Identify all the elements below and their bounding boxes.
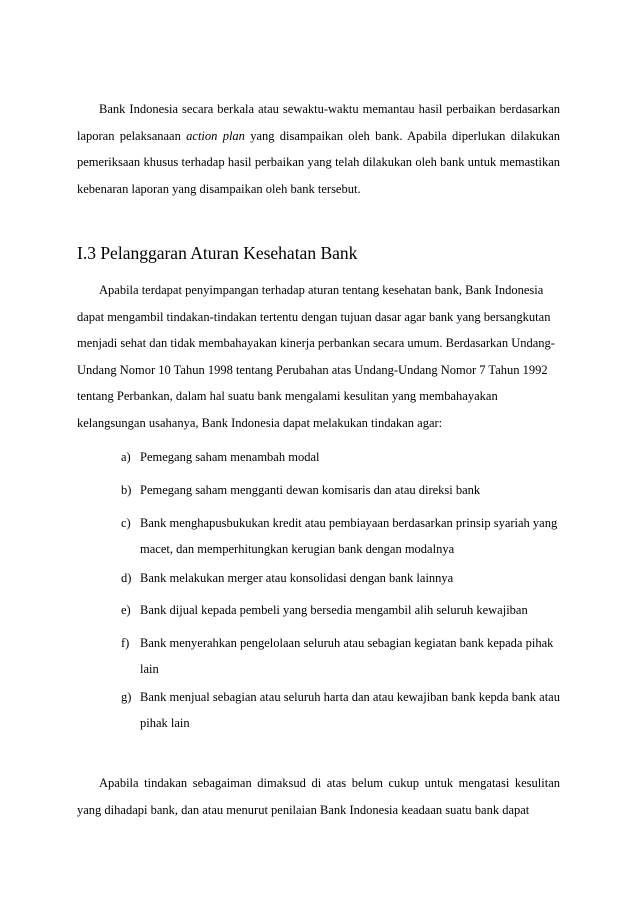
list-item-marker: d) [121, 571, 132, 585]
paragraph-further-action: Apabila tindakan sebagaiman dimaksud di atas belum cukup untuk mengatasi kesulitan yang dihadapi bank, dan atau menurut penilaian Bank Indonesia keadaan suatu bank dapat [77, 776, 560, 817]
list-item [121, 510, 561, 562]
list-item-marker: f) [121, 636, 130, 650]
list-item-text: Bank dijual kepada pembeli yang bersedia mengambil alih seluruh kewajiban [140, 603, 528, 617]
list-item-text: Bank menyerahkan pengelolaan seluruh atau sebagian kegiatan bank kepada pihak lain [140, 636, 554, 676]
paragraph-monitoring [77, 96, 560, 202]
paragraph-violation: Apabila terdapat penyimpangan terhadap aturan tentang kesehatan bank, Bank Indonesia dapat mengambil tindakan-tindakan tertentu dengan tujuan dasar agar bank yang bersangkutan menjadi sehat dan tidak membahayakan kinerja perbankan secara umum. Berdasarkan Undang-Undang Nomor 10 Tahun 1998 tentang Perubahan atas Undang-Undang Nomor 7 Tahun 1992 tentang Perbankan, dalam hal suatu bank mengalami kesulitan yang membahayakan kelangsungan usahanya, Bank Indonesia dapat melakukan tindakan agar: [77, 283, 555, 430]
list-item-text: Pemegang saham mengganti dewan komisaris dan atau direksi bank [140, 483, 481, 497]
list-item [121, 597, 561, 623]
list-item-marker: a) [121, 450, 131, 464]
list-item [121, 477, 561, 503]
list-item-text: Bank menjual sebagian atau seluruh harta dan atau kewajiban bank kepda bank atau pihak lain [140, 690, 560, 730]
list-item-marker: e) [121, 603, 131, 617]
list-item [121, 565, 561, 591]
paragraph-monitoring-text-1: Bank Indonesia secara berkala atau sewaktu-waktu memantau hasil perbaikan berdasarkan laporan pelaksanaan [77, 102, 560, 143]
list-item-text: Bank melakukan merger atau konsolidasi dengan bank lainnya [140, 571, 454, 585]
list-item-marker: b) [121, 483, 132, 497]
list-item-text: Pemegang saham menambah modal [140, 450, 320, 464]
paragraph-monitoring-text-2: yang disampaikan oleh bank. Apabila diperlukan dilakukan pemeriksaan khusus terhadap hasil perbaikan yang telah dilakukan oleh bank untuk memastikan kebenaran laporan yang disampaikan oleh bank tersebut. [77, 128, 561, 196]
list-item-marker: c) [121, 516, 131, 530]
list-item-text: Bank menghapusbukukan kredit atau pembiayaan berdasarkan prinsip syariah yang macet, dan memperhitungkan kerugian bank dengan modalnya [140, 516, 558, 556]
action-plan-emphasis: action plan [186, 128, 245, 143]
list-item [121, 684, 561, 736]
list-item-marker: g) [121, 690, 132, 704]
list-item [121, 444, 561, 470]
list-item [121, 630, 561, 682]
section-heading: I.3 Pelanggaran Aturan Kesehatan Bank [77, 243, 358, 263]
